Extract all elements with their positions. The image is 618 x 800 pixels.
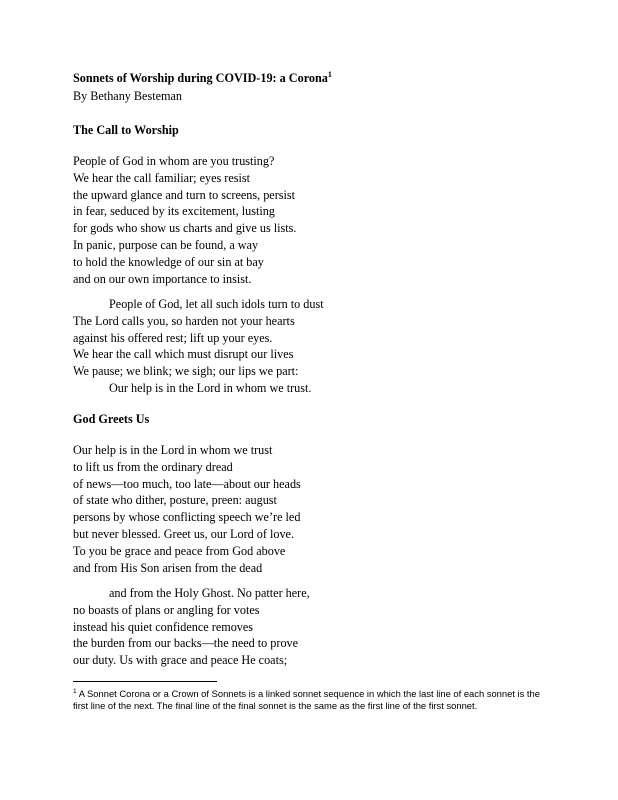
stanza-god-greets-us-2	[73, 585, 310, 669]
stanza-call-to-worship-1	[73, 153, 296, 287]
poem-line: no boasts of plans or angling for votes	[73, 602, 260, 617]
poem-line: To you be grace and peace from God above	[73, 543, 286, 558]
poem-line: of state who dither, posture, preen: august	[73, 493, 277, 508]
poem-line: The Lord calls you, so harden not your hearts	[73, 313, 295, 328]
poem-line: We hear the call familiar; eyes resist	[73, 170, 251, 185]
poem-line: for gods who show us charts and give us lists.	[73, 221, 297, 236]
footnote	[73, 688, 553, 711]
poem-line: and on our own importance to insist.	[73, 271, 252, 286]
footnote-marker: 1	[73, 687, 77, 695]
poem-line: People of God, let all such idols turn to dust	[109, 297, 324, 311]
section-heading-call-to-worship: The Call to Worship	[73, 123, 179, 137]
title-footnote-marker: 1	[327, 69, 332, 79]
title-text: Sonnets of Worship during COVID-19: a Corona	[73, 71, 328, 85]
poem-line: We pause; we blink; we sigh; our lips we part:	[73, 364, 299, 379]
poem-line: the upward glance and turn to screens, persist	[73, 187, 296, 202]
section-heading-god-greets-us: God Greets Us	[73, 412, 150, 426]
poem-line: persons by whose conflicting speech we’re led	[73, 510, 301, 525]
document-title	[73, 70, 332, 86]
author-byline: By Bethany Besteman	[73, 89, 182, 103]
poem-line: our duty. Us with grace and peace He coats;	[73, 653, 288, 668]
poem-line: and from the Holy Ghost. No patter here,	[109, 586, 310, 600]
poem-line: People of God in whom are you trusting?	[73, 154, 275, 168]
poem-line: of news—too much, too late—about our heads	[73, 476, 301, 491]
stanza-call-to-worship-2	[73, 296, 324, 397]
poem-line: In panic, purpose can be found, a way	[73, 237, 259, 252]
poem-line: We hear the call which must disrupt our lives	[73, 347, 294, 362]
stanza-god-greets-us-1	[73, 442, 301, 576]
poem-line: instead his quiet confidence removes	[73, 619, 254, 634]
poem-line: and from His Son arisen from the dead	[73, 560, 263, 575]
poem-line: against his offered rest; lift up your eyes.	[73, 330, 273, 345]
poem-line: the burden from our backs—the need to prove	[73, 636, 299, 651]
poem-line: Our help is in the Lord in whom we trust.	[109, 380, 312, 395]
poem-line: Our help is in the Lord in whom we trust	[73, 443, 273, 457]
footnote-text: A Sonnet Corona or a Crown of Sonnets is a linked sonnet sequence in which the last line of each sonnet is the first line of the next. The final line of the final sonnet is the same as the first line of the first sonnet.	[73, 688, 540, 711]
poem-line: but never blessed. Greet us, our Lord of love.	[73, 526, 295, 541]
poem-line: in fear, seduced by its excitement, lusting	[73, 204, 275, 219]
poem-line: to hold the knowledge of our sin at bay	[73, 254, 264, 269]
poem-line: to lift us from the ordinary dread	[73, 459, 233, 474]
footnote-divider	[73, 681, 217, 682]
